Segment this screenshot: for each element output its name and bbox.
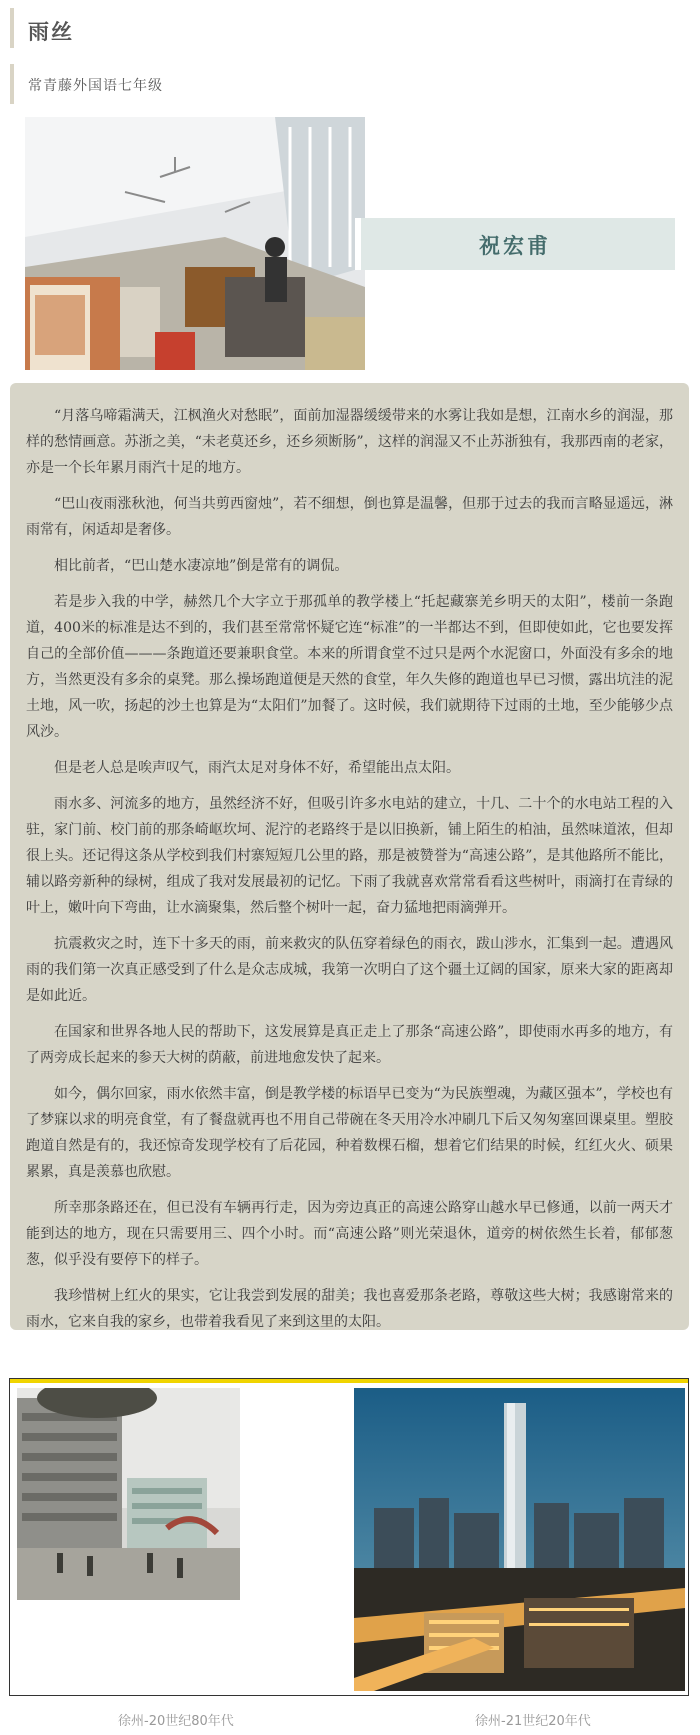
title-bar <box>10 8 614 48</box>
paragraph: 相比前者，“巴山楚水凄凉地”倒是常有的调侃。 <box>54 558 349 574</box>
subtitle-bar <box>10 64 614 104</box>
right-photo-caption: 徐州-21世纪20年代 <box>475 1714 591 1729</box>
gallery-accent-line <box>10 1379 688 1383</box>
paragraph: 若是步入我的中学，赫然几个大字立于那孤单的教学楼上“托起藏寨羌乡明天的太阳”，楼前一条跑道，400米的标准是达不到的，我们甚至常常怀疑它连“标准”的一半都达不到，但即使如此，它也要发挥自己的全部价值———条跑道还要兼职食堂。本来的所谓食堂不过只是两个水泥窗口，外面没有多余的地方，当然更没有多余的桌凳。那么操场跑道便是天然的食堂，年久失修的跑道也早已习惯，露出坑洼的泥土地，风一吹，扬起的沙土也算是为“太阳们”加餐了。这时候，我们就期待下过雨的土地，至少能够少点风沙。 <box>26 594 673 740</box>
classroom-photo <box>25 117 365 370</box>
paragraph: 如今，偶尔回家，雨水依然丰富，倒是教学楼的标语早已变为“为民族塑魂，为藏区强本”，学校也有了梦寐以求的明亮食堂，有了餐盘就再也不用自己带碗在冬天用冷水冲刷几下后又匆匆塞回课桌里。塑胶跑道自然是有的，我还惊奇发现学校有了后花园，种着数棵石榴，想着它们结果的时候，红红火火、硕果累累，真是羡慕也欣慰。 <box>26 1086 673 1180</box>
paragraph: 所幸那条路还在，但已没有车辆再行走，因为旁边真正的高速公路穿山越水早已修通，以前一两天才能到达的地方，现在只需要用三、四个小时。而“高速公路”则光荣退休，道旁的树依然生长着，郁郁葱葱，似乎没有要停下的样子。 <box>26 1200 673 1268</box>
article-subtitle: 常青藤外国语七年级 <box>28 78 163 94</box>
modern-city-photo-image <box>354 1388 685 1691</box>
paragraph: 抗震救灾之时，连下十多天的雨，前来救灾的队伍穿着绿色的雨衣，跋山涉水，汇集到一起。遭遇风雨的我们第一次真正感受到了什么是众志成城，我第一次明白了这个疆土辽阔的国家，原来大家的距离却是如此近。 <box>26 936 673 1004</box>
old-city-photo <box>17 1388 240 1600</box>
author-box <box>355 218 675 270</box>
modern-city-photo <box>354 1388 685 1691</box>
paragraph: “巴山夜雨涨秋池，何当共剪西窗烛”，若不细想，倒也算是温馨，但那于过去的我而言略显遥远，淋雨常有，闲适却是奢侈。 <box>26 496 673 538</box>
old-city-photo-image <box>17 1388 240 1600</box>
left-photo-caption: 徐州-20世纪80年代 <box>118 1714 234 1729</box>
article-title: 雨丝 <box>28 20 74 44</box>
paragraph: 雨水多、河流多的地方，虽然经济不好，但吸引许多水电站的建立，十几、二十个的水电站工程的入驻，家门前、校门前的那条崎岖坎坷、泥泞的老路终于是以旧换新，铺上陌生的柏油，虽然味道浓，但却很上头。还记得这条从学校到我们村寨短短几公里的路，那是被赞誉为“高速公路”，是其他路所不能比，辅以路旁新种的绿树，组成了我对发展最初的记忆。下雨了我就喜欢常常看看这些树叶，雨滴打在青绿的叶上，嫩叶向下弯曲，让水滴聚集，然后整个树叶一起，奋力猛地把雨滴弹开。 <box>26 796 673 916</box>
paragraph: 在国家和世界各地人民的帮助下，这发展算是真正走上了那条“高速公路”，即使雨水再多的地方，有了两旁成长起来的参天大树的荫蔽，前进地愈发快了起来。 <box>26 1024 673 1066</box>
article-body <box>10 383 689 1330</box>
paragraph: “月落乌啼霜满天，江枫渔火对愁眠”，面前加湿器缓缓带来的水雾让我如是想，江南水乡的润湿，那样的愁情画意。苏浙之美，“未老莫还乡，还乡须断肠”，这样的润湿又不止苏浙独有，我那西南的老家，亦是一个长年累月雨汽十足的地方。 <box>26 408 673 476</box>
paragraph: 但是老人总是唉声叹气，雨汽太足对身体不好，希望能出点太阳。 <box>54 760 460 776</box>
paragraph: 我珍惜树上红火的果实，它让我尝到发展的甜美；我也喜爱那条老路，尊敬这些大树；我感谢常来的雨水，它来自我的家乡，也带着我看见了来到这里的太阳。 <box>26 1288 673 1330</box>
classroom-photo-image <box>25 117 365 370</box>
author-name: 祝宏甫 <box>479 233 551 258</box>
